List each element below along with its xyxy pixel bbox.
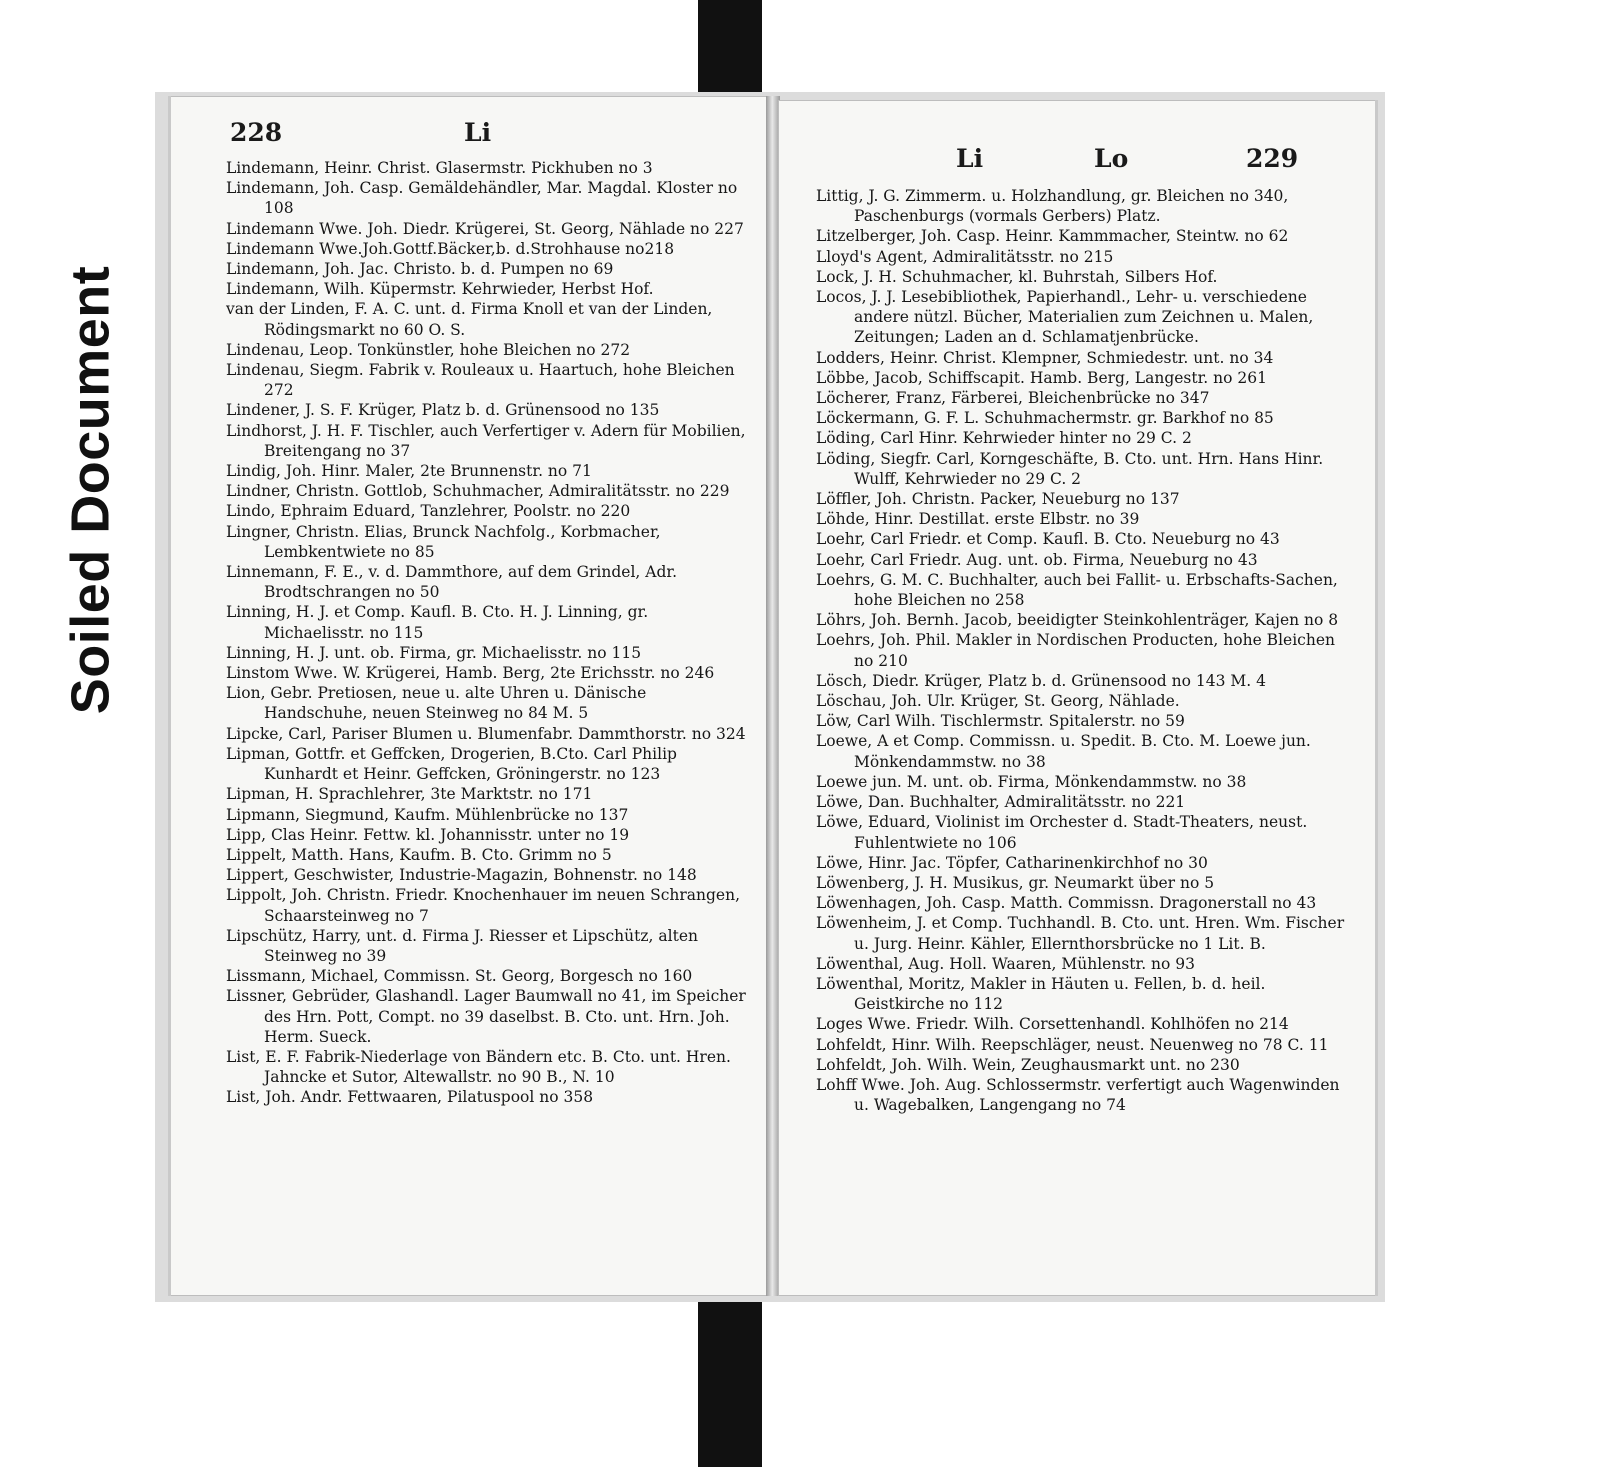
directory-entry: Lingner, Christn. Elias, Brunck Nachfolg., Korbmacher, Lembkentwiete no 85 [226,522,661,561]
directory-entry: Lloyd's Agent, Admiralitätsstr. no 215 [816,247,1114,266]
directory-entry: List, E. F. Fabrik-Niederlage von Bändern etc. B. Cto. unt. Hren. Jahncke et Sutor, Altewallstr. no 90 B., N. 10 [226,1047,731,1087]
directory-entry: Linstom Wwe. W. Krügerei, Hamb. Berg, 2te Erichsstr. no 246 [226,664,715,683]
directory-entry: Löwenberg, J. H. Musikus, gr. Neumarkt über no 5 [816,873,1215,892]
page-edge [1375,100,1378,1296]
directory-entry: Löffler, Joh. Christn. Packer, Neueburg no 137 [816,490,1180,509]
directory-entry: Löwe, Dan. Buchhalter, Admiralitätsstr. no 221 [816,793,1186,812]
directory-entry: Lohfeldt, Joh. Wilh. Wein, Zeughausmarkt unt. no 230 [816,1055,1240,1074]
left-page [168,96,768,1296]
directory-entry: van der Linden, F. A. C. unt. d. Firma Knoll et van der Linden, Rödingsmarkt no 60 O. S. [226,300,713,339]
directory-entry: Loehrs, Joh. Phil. Makler in Nordischen Producten, hohe Bleichen no 210 [816,631,1335,670]
directory-entry: Lindenau, Leop. Tonkünstler, hohe Bleichen no 272 [226,340,631,359]
directory-entry: Litzelberger, Joh. Casp. Heinr. Kammmacher, Steintw. no 62 [816,227,1289,246]
directory-entry: Locos, J. J. Lesebibliothek, Papierhandl., Lehr- u. verschiedene andere nützl. Bücher, Materialien zum Zeichnen u. Malen, Zeitungen; Laden an d. Schlamatjenbrücke. [816,288,1314,347]
directory-entry: Löhrs, Joh. Bernh. Jacob, beeidigter Steinkohlenträger, Kajen no 8 [816,611,1339,630]
directory-entry: Loehr, Carl Friedr. et Comp. Kaufl. B. Cto. Neueburg no 43 [816,530,1280,549]
directory-entry: Loewe, A et Comp. Commissn. u. Spedit. B. Cto. M. Loewe jun. Mönkendammstw. no 38 [816,732,1311,771]
right-running-head-center: Lo [1094,144,1129,173]
directory-entry: Lohff Wwe. Joh. Aug. Schlossermstr. verfertigt auch Wagenwinden u. Wagebalken, Langengang no 74 [816,1075,1340,1115]
soiled-document-stamp [40,180,140,800]
directory-entry: Loehrs, G. M. C. Buchhalter, auch bei Fallit- u. Erbschafts-Sachen, hohe Bleichen no 258 [816,570,1338,610]
directory-entry: Löwe, Hinr. Jac. Töpfer, Catharinenkirchhof no 30 [816,853,1208,872]
directory-entry: Linning, H. J. et Comp. Kaufl. B. Cto. H. J. Linning, gr. Michaelisstr. no 115 [226,603,649,642]
directory-entry: Lindo, Ephraim Eduard, Tanzlehrer, Poolstr. no 220 [226,502,631,521]
left-page-number: 228 [230,118,283,147]
binding-strip-top [698,0,762,100]
directory-entry: Lindemann Wwe. Joh. Diedr. Krügerei, St. Georg, Nählade no 227 [226,219,744,238]
right-page-header [778,122,1378,173]
directory-entry: Lindemann, Heinr. Christ. Glasermstr. Pickhuben no 3 [226,159,653,177]
directory-entry: Lippelt, Matth. Hans, Kaufm. B. Cto. Grimm no 5 [226,845,612,864]
directory-entry: Löschau, Joh. Ulr. Krüger, St. Georg, Nählade. [816,692,1180,711]
directory-entry: Lippolt, Joh. Christn. Friedr. Knochenhauer im neuen Schrangen, Schaarsteinweg no 7 [226,886,741,925]
directory-entry: Lodders, Heinr. Christ. Klempner, Schmiedestr. unt. no 34 [816,348,1274,367]
directory-entry: Lindenau, Siegm. Fabrik v. Rouleaux u. Haartuch, hohe Bleichen 272 [226,361,735,400]
right-running-head-left: Li [956,144,984,173]
directory-entry: Löwenhagen, Joh. Casp. Matth. Commissn. Dragonerstall no 43 [816,894,1317,913]
directory-entry: Lippert, Geschwister, Industrie-Magazin, Bohnenstr. no 148 [226,866,697,885]
right-page-number: 229 [1246,144,1299,173]
directory-entry: Löw, Carl Wilh. Tischlermstr. Spitalerstr. no 59 [816,712,1185,731]
page-edge [168,96,171,1296]
directory-entry: Linnemann, F. E., v. d. Dammthore, auf dem Grindel, Adr. Brodtschrangen no 50 [226,563,678,602]
left-running-head: Li [464,118,492,147]
directory-entry: Löhde, Hinr. Destillat. erste Elbstr. no 39 [816,510,1140,529]
directory-entry: Lissmann, Michael, Commissn. St. Georg, Borgesch no 160 [226,967,693,986]
directory-entry: Löwenthal, Aug. Holl. Waaren, Mühlenstr. no 93 [816,954,1196,973]
directory-entry: Lindener, J. S. F. Krüger, Platz b. d. Grünensood no 135 [226,401,660,420]
directory-entry: Lipmann, Siegmund, Kaufm. Mühlenbrücke no 137 [226,805,629,824]
directory-entry: Lipp, Clas Heinr. Fettw. kl. Johannisstr. unter no 19 [226,825,630,844]
directory-entry: Lohfeldt, Hinr. Wilh. Reepschläger, neust. Neuenweg no 78 C. 11 [816,1035,1329,1054]
directory-entry: Linning, H. J. unt. ob. Firma, gr. Michaelisstr. no 115 [226,643,642,662]
directory-entry: Löding, Siegfr. Carl, Korngeschäfte, B. Cto. unt. Hrn. Hans Hinr. Wulff, Kehrwieder no 29 C. 2 [816,449,1324,488]
directory-entry: Lösch, Diedr. Krüger, Platz b. d. Grünensood no 143 M. 4 [816,671,1266,690]
directory-entry: List, Joh. Andr. Fettwaaren, Pilatuspool no 358 [226,1088,594,1107]
left-page-header [168,118,768,152]
directory-entry: Lindner, Christn. Gottlob, Schuhmacher, Admiralitätsstr. no 229 [226,482,730,501]
directory-entry: Loewe jun. M. unt. ob. Firma, Mönkendammstw. no 38 [816,772,1247,791]
directory-entry: Lipschütz, Harry, unt. d. Firma J. Riesser et Lipschütz, alten Steinweg no 39 [226,926,698,965]
directory-entry: Loges Wwe. Friedr. Wilh. Corsettenhandl. Kohlhöfen no 214 [816,1015,1289,1034]
directory-entry: Lipman, Gottfr. et Geffcken, Drogerien, B.Cto. Carl Philip Kunhardt et Heinr. Geffcken, Gröningerstr. no 123 [226,744,677,784]
directory-entry: Littig, J. G. Zimmerm. u. Holzhandlung, gr. Bleichen no 340, Paschenburgs (vormals Gerbers) Platz. [816,187,1289,226]
binding-strip-bottom [698,1292,762,1467]
directory-entry: Löwenheim, J. et Comp. Tuchhandl. B. Cto. unt. Hren. Wm. Fischer u. Jurg. Heinr. Kähler, Ellernthorsbrücke no 1 Lit. B. [816,914,1345,953]
directory-entry: Lindemann, Joh. Jac. Christo. b. d. Pumpen no 69 [226,260,614,279]
directory-entry: Löding, Carl Hinr. Kehrwieder hinter no 29 C. 2 [816,429,1192,448]
directory-entry: Lipman, H. Sprachlehrer, 3te Marktstr. no 171 [226,785,593,804]
directory-entry: Löckermann, G. F. L. Schuhmachermstr. gr. Barkhof no 85 [816,409,1274,428]
directory-entry: Löcherer, Franz, Färberei, Bleichenbrücke no 347 [816,389,1210,408]
stamp-text: Soiled Document [60,265,121,715]
directory-entry: Lipcke, Carl, Pariser Blumen u. Blumenfabr. Dammthorstr. no 324 [226,724,746,743]
directory-entry: Lindhorst, J. H. F. Tischler, auch Verfertiger v. Adern für Mobilien, Breitengang no 37 [226,421,746,460]
directory-entry: Lindemann, Joh. Casp. Gemäldehändler, Mar. Magdal. Kloster no 108 [226,179,738,218]
right-directory-entries [816,186,1346,1115]
directory-entry: Löwenthal, Moritz, Makler in Häuten u. Fellen, b. d. heil. Geistkirche no 112 [816,974,1266,1014]
directory-entry: Lindemann, Wilh. Küpermstr. Kehrwieder, Herbst Hof. [226,280,654,299]
left-directory-entries [226,158,746,1108]
directory-entry: Lissner, Gebrüder, Glashandl. Lager Baumwall no 41, im Speicher des Hrn. Pott, Compt. no 39 daselbst. B. Cto. unt. Hrn. Joh. Herm. Sueck. [226,987,746,1046]
directory-entry: Lindig, Joh. Hinr. Maler, 2te Brunnenstr. no 71 [226,462,592,481]
directory-entry: Lock, J. H. Schuhmacher, kl. Buhrstah, Silbers Hof. [816,267,1218,286]
right-page [778,100,1378,1296]
directory-entry: Lion, Gebr. Pretiosen, neue u. alte Uhren u. Dänische Handschuhe, neuen Steinweg no 84 M. 5 [226,684,647,723]
directory-entry: Löbbe, Jacob, Schiffscapit. Hamb. Berg, Langestr. no 261 [816,368,1267,387]
directory-entry: Löwe, Eduard, Violinist im Orchester d. Stadt-Theaters, neust. Fuhlentwiete no 106 [816,813,1308,852]
directory-entry: Lindemann Wwe.Joh.Gottf.Bäcker,b. d.Strohhause no218 [226,239,675,258]
directory-entry: Loehr, Carl Friedr. Aug. unt. ob. Firma, Neueburg no 43 [816,550,1258,569]
